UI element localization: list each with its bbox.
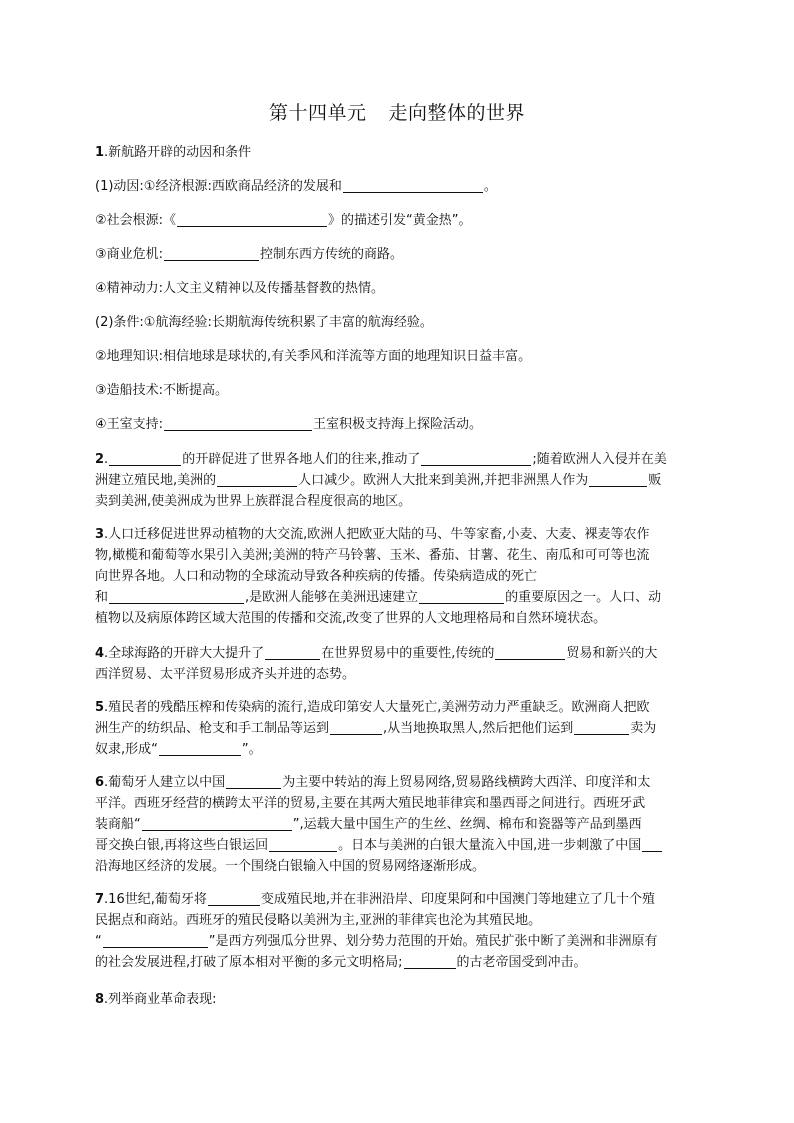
fill-blank[interactable] [419, 589, 504, 604]
fill-blank[interactable] [589, 472, 647, 487]
q1-heading: 1.新航路开辟的动因和条件 [95, 145, 252, 160]
q6-paragraph: 6.葡萄牙人建立以中国 为主要中转站的海上贸易网络,贸易路线横跨大西洋、印度洋和太 平洋。西班牙经营的横跨太平洋的贸易,主要在其两大殖民地菲律宾和墨西哥之间进行。西班牙武 装商船“ ”,运载大量中国生产的生丝、丝绸、棉布和瓷器等产品到墨西 哥交换白银,再将这些白银运回 。日本与美洲的白银大量流入中国,进一步刺激了中国 沿海地区经济的发展。一个围绕白银输入中国的贸易网络逐渐形成。 [95, 772, 700, 877]
q1-line-1: (1)动因:①经济根源:西欧商品经济的发展和 。 [95, 179, 497, 194]
fill-blank[interactable] [226, 774, 281, 789]
q1-line-7: ③造船技术:不断提高。 [95, 383, 229, 398]
q1-line-2: ②社会根源:《 》的描述引发“黄金热”。 [95, 213, 472, 228]
fill-blank[interactable] [642, 837, 662, 852]
fill-blank[interactable] [421, 451, 531, 466]
fill-blank[interactable] [164, 416, 312, 431]
q1-line-8: ④王室支持: 王室积极支持海上探险活动。 [95, 417, 483, 432]
q1-line-4: ④精神动力:人文主义精神以及传播基督教的热情。 [95, 281, 385, 296]
q7-paragraph: 7.16世纪,葡萄牙将 变成殖民地,并在非洲沿岸、印度果阿和中国澳门等地建立了几十个殖 民据点和商站。西班牙的殖民侵略以美洲为主,亚洲的菲律宾也沦为其殖民地。 “ ”是西方列强瓜分世界、划分势力范围的开始。殖民扩张中断了美洲和非洲原有 的社会发展进程,打破了原本相对平衡的多元文明格局; 的古老帝国受到冲击。 [95, 892, 658, 970]
q5-paragraph: 5.殖民者的残酷压榨和传染病的流行,造成印第安人大量死亡,美洲劳动力严重缺乏。欧洲商人把欧 洲生产的纺织品、枪支和手工制品等运到 ,从当地换取黑人,然后把他们运到 卖为 奴隶,形成“ ”。 [95, 700, 657, 757]
fill-blank[interactable] [159, 741, 241, 756]
q2-paragraph: 2. 的开辟促进了世界各地人们的往来,推动了 ;随着欧洲人入侵并在美 洲建立殖民地,美洲的 人口减少。欧洲人大批来到美洲,并把非洲黑人作为 贩 卖到美洲,使美洲成为世界上族群混合程度很高的地区。 [95, 452, 667, 509]
q1-line-5: (2)条件:①航海经验:长期航海传统积累了丰富的航海经验。 [95, 315, 433, 330]
unit-topic: 走向整体的世界 [388, 102, 526, 124]
fill-blank[interactable] [343, 178, 483, 193]
q1-line-3: ③商业危机: 控制东西方传统的商路。 [95, 247, 404, 262]
fill-blank[interactable] [109, 451, 181, 466]
fill-blank[interactable] [495, 645, 565, 660]
q3-paragraph: 3.人口迁移促进世界动植物的大交流,欧洲人把欧亚大陆的马、牛等家畜,小麦、大麦、裸麦等农作 物,橄榄和葡萄等水果引入美洲;美洲的特产马铃薯、玉米、番茄、甘薯、花生、南瓜和可可等也流 向世界各地。人口和动物的全球流动导致各种疾病的传播。传染病造成的死亡 和 ,是欧洲人能够在美洲迅速建立 的重要原因之一。人口、动 植物以及病原体跨区域大范围的传播和交流,改变了世界的人文地理格局和自然环境状态。 [95, 527, 662, 626]
fill-blank[interactable] [142, 816, 292, 831]
fill-blank[interactable] [177, 212, 327, 227]
fill-blank[interactable] [404, 954, 456, 969]
fill-blank[interactable] [103, 933, 208, 948]
q1-line-6: ②地理知识:相信地球是球状的,有关季风和洋流等方面的地理知识日益丰富。 [95, 349, 532, 364]
fill-blank[interactable] [217, 472, 297, 487]
fill-blank[interactable] [265, 645, 320, 660]
page-title [0, 98, 794, 125]
fill-blank[interactable] [208, 891, 260, 906]
fill-blank[interactable] [164, 246, 259, 261]
fill-blank[interactable] [269, 837, 337, 852]
fill-blank[interactable] [574, 720, 629, 735]
unit-number: 第十四单元 [268, 102, 367, 124]
q4-paragraph: 4.全球海路的开辟大大提升了 在世界贸易中的重要性,传统的 贸易和新兴的大 西洋贸易、太平洋贸易形成齐头并进的态势。 [95, 646, 658, 682]
q8-heading: 8.列举商业革命表现: [95, 992, 217, 1007]
fill-blank[interactable] [330, 720, 382, 735]
fill-blank[interactable] [109, 589, 244, 604]
